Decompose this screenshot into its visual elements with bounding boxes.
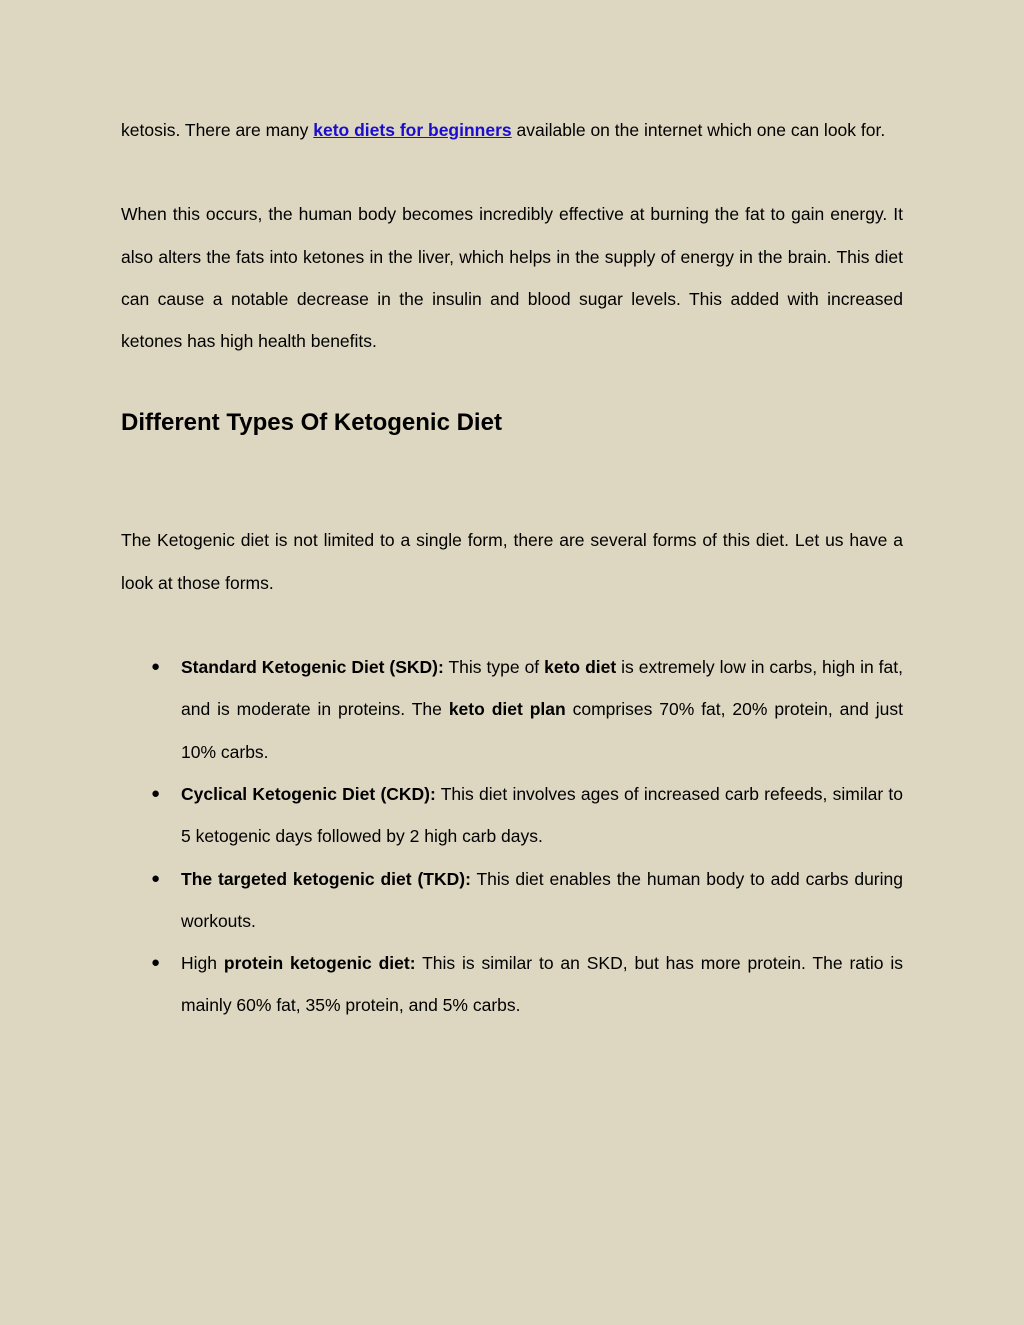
list-item-ckd	[121, 773, 903, 858]
intro-paragraph	[121, 109, 903, 151]
item-text: comprises 70% fat, 20% protein, and just 10% carbs.	[181, 699, 903, 762]
bullet-icon: ●	[151, 954, 161, 972]
item-text: This is similar to an SKD, but has more protein. The ratio is mainly 60% fat, 35% protein, and 5% carbs.	[181, 953, 903, 1016]
section-heading: Different Types Of Ketogenic Diet	[121, 409, 502, 437]
keto-diets-for-beginners-link[interactable]: keto diets for beginners	[313, 120, 512, 140]
forms-intro-paragraph: The Ketogenic diet is not limited to a single form, there are several forms of this diet. Let us have a look at those forms.	[121, 530, 903, 593]
item-label: Standard Ketogenic Diet (SKD):	[181, 657, 444, 678]
keto-diet-plan-term: keto diet plan	[448, 699, 566, 720]
diet-types-list	[121, 646, 903, 1027]
bullet-icon: ●	[151, 658, 161, 676]
list-item-tkd	[121, 858, 903, 943]
item-label: Cyclical Ketogenic Diet (CKD):	[181, 783, 436, 804]
intro-text-after-link: available on the internet which one can look for.	[511, 120, 886, 140]
list-item-skd	[121, 646, 903, 773]
item-text: is extremely low in carbs, high in fat, and is moderate in proteins. The	[181, 657, 903, 720]
item-label: The targeted ketogenic diet (TKD):	[181, 868, 471, 889]
intro-text-before-link: ketosis. There are many	[121, 120, 314, 140]
ketosis-benefits-paragraph: When this occurs, the human body becomes incredibly effective at burning the fat to gain energy. It also alters the fats into ketones in the liver, which helps in the supply of energy in the brain. This diet can cause a notable decrease in the insulin and blood sugar levels. This added with increased ketones has high health benefits.	[121, 204, 903, 352]
item-text: This diet enables the human body to add carbs during workouts.	[181, 868, 903, 931]
item-prefix: High	[181, 953, 224, 974]
bullet-icon: ●	[151, 784, 161, 802]
list-item-high-protein	[121, 942, 903, 1027]
item-text: This type of	[443, 657, 545, 678]
item-label: protein ketogenic diet:	[223, 953, 416, 974]
keto-diet-term: keto diet	[544, 657, 617, 678]
bullet-icon: ●	[151, 869, 161, 887]
document-page	[121, 109, 903, 1027]
item-text: This diet involves ages of increased carb refeeds, similar to 5 ketogenic days followed by 2 high carb days.	[181, 783, 903, 847]
